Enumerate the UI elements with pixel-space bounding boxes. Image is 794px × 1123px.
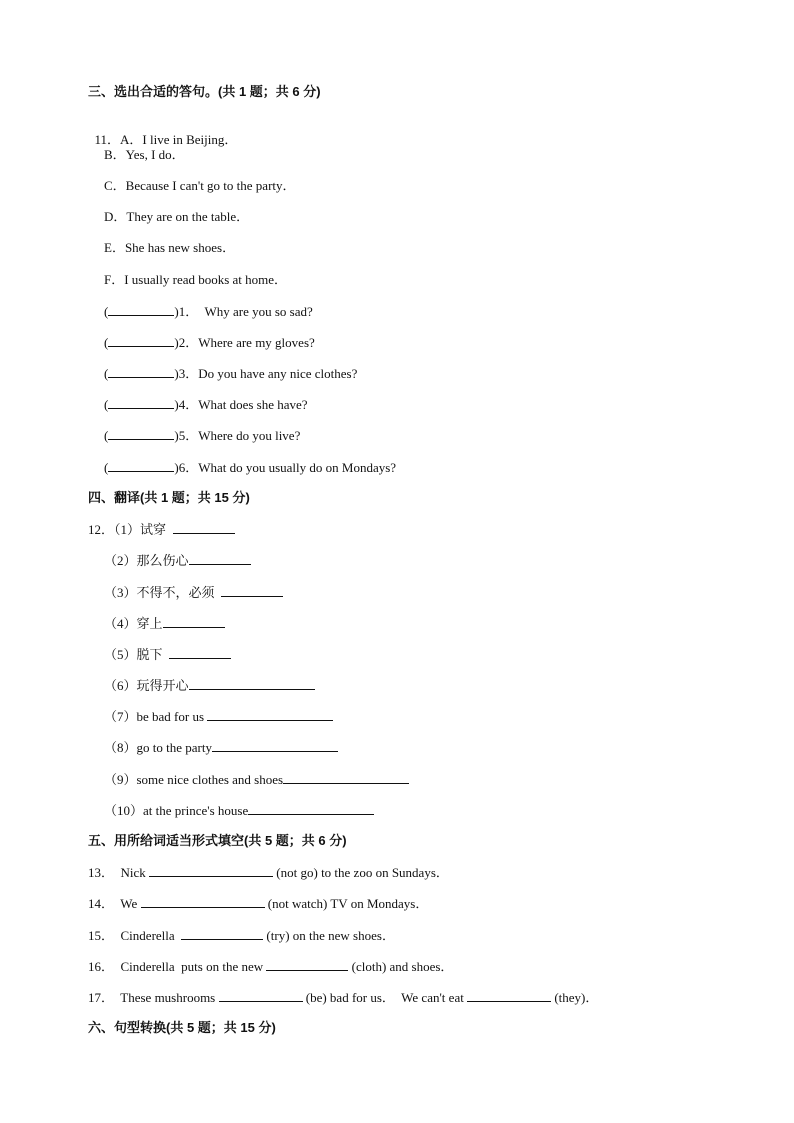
question-text: (try) on the new shoes． bbox=[263, 928, 395, 943]
translate-item-6 bbox=[104, 677, 315, 694]
answer-blank[interactable] bbox=[266, 958, 348, 971]
item-text: （8）go to the party bbox=[104, 740, 212, 755]
answer-blank[interactable] bbox=[108, 427, 174, 440]
answer-blank[interactable] bbox=[248, 802, 374, 815]
question-text: (they)． bbox=[551, 990, 599, 1005]
answer-blank[interactable] bbox=[163, 615, 225, 628]
item-text: （2）那么伤心 bbox=[104, 553, 189, 568]
section-3-heading: 三、选出合适的答句。(共 1 题；共 6 分) bbox=[88, 84, 321, 99]
translate-item-9 bbox=[104, 771, 409, 788]
question-number: 13． bbox=[88, 865, 115, 880]
answer-blank[interactable] bbox=[108, 396, 174, 409]
question-13 bbox=[88, 864, 449, 881]
answer-blank[interactable] bbox=[283, 771, 409, 784]
translate-item-8 bbox=[104, 739, 338, 756]
answer-blank[interactable] bbox=[108, 334, 174, 347]
match-question-text: 1． Why are you so sad? bbox=[178, 304, 313, 319]
option-c: C．Because I can't go to the party． bbox=[104, 178, 296, 193]
item-text: （5）脱下 bbox=[104, 647, 166, 662]
answer-blank[interactable] bbox=[181, 927, 263, 940]
question-17 bbox=[88, 989, 598, 1006]
answer-blank[interactable] bbox=[108, 303, 174, 316]
question-text: (be) bad for us． We can't eat bbox=[302, 990, 468, 1005]
option-b: B．Yes, I do． bbox=[104, 147, 185, 162]
question-text: We bbox=[120, 896, 141, 911]
option-a: A．I live in Beijing． bbox=[120, 132, 238, 147]
question-text: (cloth) and shoes． bbox=[348, 959, 454, 974]
question-number: 15． bbox=[88, 928, 115, 943]
translate-item-3 bbox=[104, 584, 283, 601]
item-text: （6）玩得开心 bbox=[104, 678, 189, 693]
question-11 bbox=[88, 116, 237, 148]
answer-blank[interactable] bbox=[219, 989, 303, 1002]
translate-item-1 bbox=[88, 521, 235, 538]
question-number: 16． bbox=[88, 959, 115, 974]
answer-blank[interactable] bbox=[173, 521, 235, 534]
answer-blank[interactable] bbox=[212, 739, 338, 752]
question-14 bbox=[88, 895, 428, 912]
item-text: （7）be bad for us bbox=[104, 709, 208, 724]
item-text: （3）不得不，必须 bbox=[104, 585, 218, 600]
answer-blank[interactable] bbox=[108, 365, 174, 378]
match-question-4: ( )4．What does she have? bbox=[104, 397, 308, 412]
match-question-3: ( )3．Do you have any nice clothes? bbox=[104, 366, 358, 381]
question-number: 11． bbox=[94, 132, 121, 147]
item-text: （10）at the prince's house bbox=[104, 803, 249, 818]
answer-blank[interactable] bbox=[169, 646, 231, 659]
question-16 bbox=[88, 958, 453, 975]
section-6-heading: 六、句型转换(共 5 题；共 15 分) bbox=[88, 1020, 276, 1035]
item-text: （4）穿上 bbox=[104, 616, 163, 631]
question-text: (not go) to the zoo on Sundays． bbox=[273, 865, 449, 880]
answer-blank[interactable] bbox=[189, 677, 315, 690]
answer-blank[interactable] bbox=[141, 895, 265, 908]
match-question-5: ( )5．Where do you live? bbox=[104, 428, 301, 443]
answer-blank[interactable] bbox=[221, 584, 283, 597]
question-text: Cinderella puts on the new bbox=[120, 959, 267, 974]
match-question-text: 4．What does she have? bbox=[178, 397, 308, 412]
question-number: 12． bbox=[88, 522, 115, 537]
answer-blank[interactable] bbox=[149, 864, 273, 877]
answer-blank[interactable] bbox=[207, 708, 333, 721]
option-e: E．She has new shoes． bbox=[104, 240, 236, 255]
item-text: （1）试穿 bbox=[114, 522, 170, 537]
section-4-heading: 四、翻译(共 1 题；共 15 分) bbox=[88, 490, 250, 505]
item-text: （9）some nice clothes and shoes bbox=[104, 772, 284, 787]
match-question-text: 6．What do you usually do on Mondays? bbox=[178, 460, 397, 475]
translate-item-2 bbox=[104, 552, 251, 569]
question-text: Nick bbox=[120, 865, 150, 880]
translate-item-10 bbox=[104, 802, 374, 819]
option-d: D．They are on the table． bbox=[104, 209, 250, 224]
option-f: F．I usually read books at home． bbox=[104, 272, 288, 287]
answer-blank[interactable] bbox=[189, 552, 251, 565]
match-question-1: ( )1． Why are you so sad? bbox=[104, 304, 313, 319]
match-question-6: ( )6．What do you usually do on Mondays? bbox=[104, 460, 397, 475]
match-question-text: 5．Where do you live? bbox=[178, 428, 301, 443]
question-text: These mushrooms bbox=[120, 990, 219, 1005]
question-text: Cinderella bbox=[120, 928, 182, 943]
match-question-text: 2．Where are my gloves? bbox=[178, 335, 315, 350]
section-5-heading: 五、用所给词适当形式填空(共 5 题；共 6 分) bbox=[88, 833, 347, 848]
answer-blank[interactable] bbox=[108, 459, 174, 472]
translate-item-4 bbox=[104, 615, 225, 632]
question-number: 14． bbox=[88, 896, 115, 911]
question-number: 17． bbox=[88, 990, 115, 1005]
translate-item-7 bbox=[104, 708, 333, 725]
match-question-text: 3．Do you have any nice clothes? bbox=[178, 366, 358, 381]
question-text: (not watch) TV on Mondays． bbox=[264, 896, 429, 911]
translate-item-5 bbox=[104, 646, 231, 663]
question-15 bbox=[88, 927, 395, 944]
answer-blank[interactable] bbox=[467, 989, 551, 1002]
match-question-2: ( )2．Where are my gloves? bbox=[104, 335, 315, 350]
